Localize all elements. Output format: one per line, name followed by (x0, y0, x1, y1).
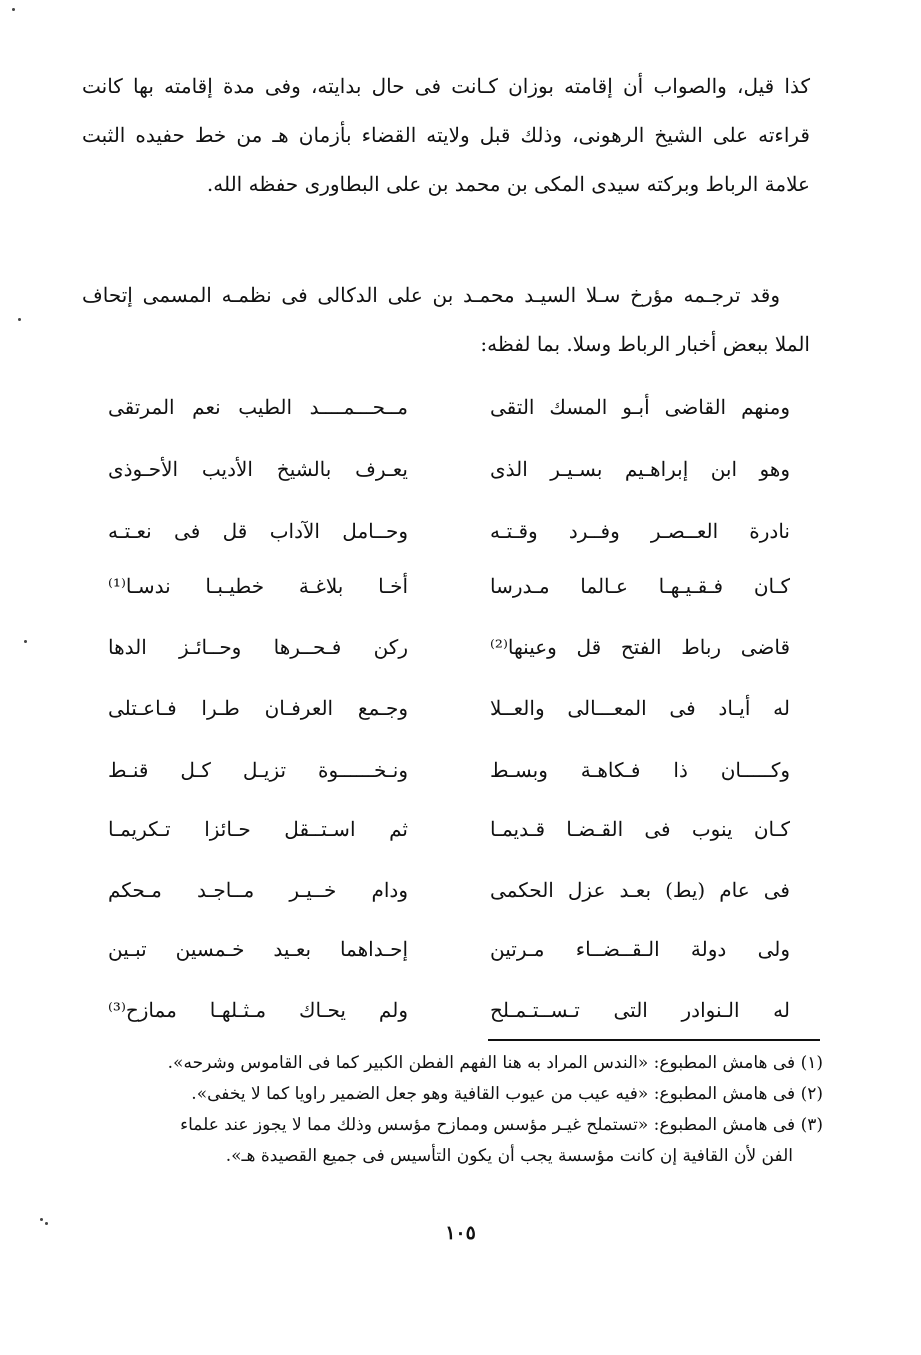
verse-second-hemistich: وحــامل الآداب قل فى نعـتـه (108, 519, 408, 543)
verse-line (100, 511, 790, 551)
verse-second-hemistich: ركن فـحــرها وحــائـز الدها (108, 635, 408, 659)
verse-first-hemistich: فى عام (يط) بعـد عزل الحكمى (490, 878, 790, 902)
verse-second-hemistich: يعـرف بالشيخ الأديب الأحـوذى (108, 457, 408, 481)
scan-speck (18, 318, 21, 321)
verse-line (100, 566, 790, 606)
scan-speck (24, 640, 27, 643)
footnotes (105, 1048, 823, 1172)
verse-first-hemistich: وهو ابن إبراهـيم بسـيـر الذى (490, 457, 790, 481)
footnote-separator (488, 1039, 820, 1041)
verse-second-hemistich: مــحـــمــــد الطيب نعم المرتقى (108, 395, 408, 419)
verse-first-hemistich: قاضى رباط الفتح قل وعينها⁽²⁾ (490, 635, 790, 659)
scan-speck (12, 8, 15, 11)
verse-second-hemistich: إحـداهما بعـيد خـمسين تبـين (108, 937, 408, 961)
verse-line (100, 929, 790, 969)
footnote-1: (١) فى هامش المطبوع: «الندس المراد به هنا الفهم الفطن الكبير كما فى القاموس وشرحه». (167, 1053, 823, 1073)
page-number: ١٠٥ (445, 1222, 476, 1244)
verse-line (100, 990, 790, 1030)
verse-first-hemistich: وكـــــان ذا فـكاهـة وبسـط (490, 758, 790, 782)
scan-speck (40, 1218, 43, 1221)
verse-line (100, 449, 790, 489)
verse-line (100, 688, 790, 728)
verse-second-hemistich: وجـمع العرفـان طـرا فـاعـتلى (108, 696, 408, 720)
verse-line (100, 870, 790, 910)
verse-first-hemistich: نادرة العــصـر وفــرد وقـتـه (490, 519, 790, 543)
footnote-3-continuation: الفن لأن القافية إن كانت مؤسسة يجب أن يكون التأسيس فى جميع القصيدة هـ». (225, 1146, 793, 1166)
verse-line (100, 627, 790, 667)
scan-speck (45, 1222, 48, 1225)
footnote-2: (٢) فى هامش المطبوع: «فيه عيب من عيوب القافية وهو جعل الضمير راويا كما لا يخفى». (191, 1084, 823, 1104)
verse-second-hemistich: ونـخــــــوة تزيـل كـل قنـط (108, 758, 408, 782)
verse-second-hemistich: ثم اسـتــقل حـائزا تـكريمـا (108, 817, 408, 841)
paragraph-1: كذا قيل، والصواب أن إقامته بوزان كـانت فى حال بدايته، وفى مدة إقامته بها كانت قراءته على الشيخ الرهونى، وذلك قبل ولايته القضاء بأزمان هـ من خط حفيده الثبت علامة الرباط وبركته سيدى المكى بن محمد بن على البطاورى حفظه الله. (82, 74, 810, 196)
verse-second-hemistich: أخـا بلاغـة خطيـبـا ندسـا⁽¹⁾ (108, 574, 408, 598)
verse-second-hemistich: ولم يحـاك مـثـلهـا ممازح⁽³⁾ (108, 998, 408, 1022)
verse-second-hemistich: ودام خــيـر مــاجـد مـحكم (108, 878, 408, 902)
verse-first-hemistich: له أيـاد فى المعـــالى والعــلا (490, 696, 790, 720)
paragraph-2: وقد ترجـمه مؤرخ سـلا السيـد محمـد بن على الدكالى فى نظمـه المسمى إتحاف الملا ببعض أخبار الرباط وسلا. بما لفظه: (82, 283, 810, 356)
verse-first-hemistich: له الـنوادر التى تـســتـمـلح (490, 998, 790, 1022)
verse-line (100, 750, 790, 790)
verse-first-hemistich: كـان فـقـيـهـا عـالما مـدرسا (490, 574, 790, 598)
verse-first-hemistich: كـان ينوب فى القـضـا قـديمـا (490, 817, 790, 841)
verse-line (100, 809, 790, 849)
verse-first-hemistich: ولى دولة الـقــضــاء مـرتين (490, 937, 790, 961)
verse-first-hemistich: ومنهم القاضى أبـو المسك التقى (490, 395, 790, 419)
verse-line (100, 387, 790, 427)
footnote-3: (٣) فى هامش المطبوع: «تستملح غيـر مؤسس وممازح مؤسس وذلك مما لا يجوز عند علماء (180, 1115, 823, 1135)
